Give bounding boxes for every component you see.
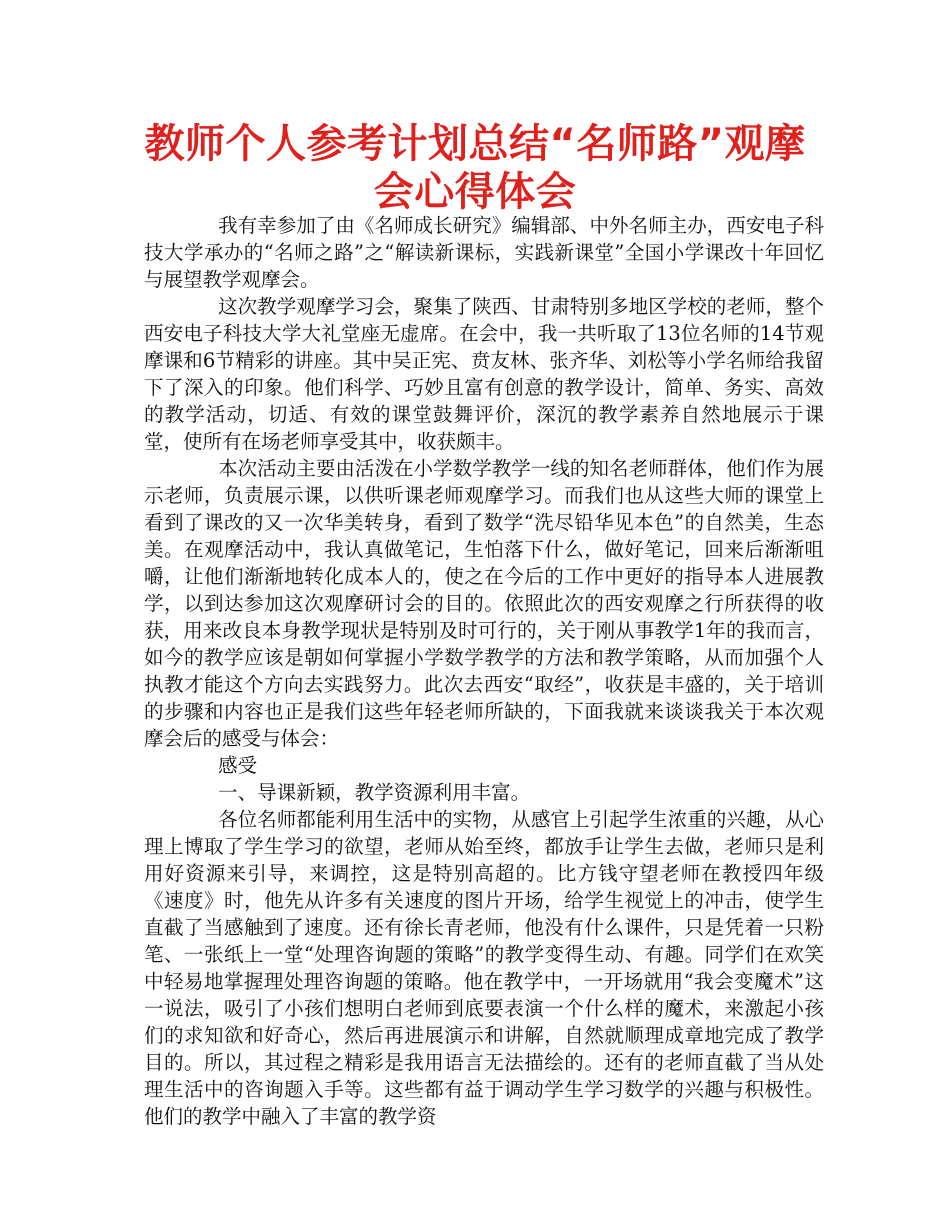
paragraph: 这次教学观摩学习会，聚集了陕西、甘肃特别多地区学校的老师，整个西安电子科技大学大礼堂座无虚席。在会中，我一共听取了13位名师的14节观摩课和6节精彩的讲座。其中吴正宪、贲友林、张齐华、刘松等小学名师给我留下了深入的印象。他们科学、巧妙且富有创意的教学设计，简单、务实、高效的教学活动，切适、有效的课堂鼓舞评价，深沉的教学素养自然地展示于课堂，使所有在场老师享受其中，收获颇丰。 [144,295,824,453]
subsection-heading: 一、导课新颖，教学资源利用丰富。 [218,781,531,804]
section-heading: 感受 [218,754,258,777]
document-title: 教师个人参考计划总结“名师路”观摩会心得体会 [144,121,806,215]
paragraph: 我有幸参加了由《名师成长研究》编辑部、中外名师主办，西安电子科技大学承办的“名师之路”之“解读新课标，实践新课堂”全国小学课改十年回忆与展望教学观摩会。 [144,214,824,291]
paragraph: 各位名师都能利用生活中的实物，从感官上引起学生浓重的兴趣，从心理上博取了学生学习的欲望，老师从始至终，都放手让学生去做，老师只是利用好资源来引导，来调控，这是特别高超的。比方钱守望老师在教授四年级《速度》时，他先从许多有关速度的图片开场，给学生视觉上的冲击，使学生直截了当感触到了速度。还有徐长青老师，他没有什么课件，只是凭着一只粉笔、一张纸上一堂“处理咨询题的策略”的教学变得生动、有趣。同学们在欢笑中轻易地掌握理处理咨询题的策略。他在教学中，一开场就用“我会变魔术”这一说法，吸引了小孩们想明白老师到底要表演一个什么样的魔术，来激起小孩们的求知欲和好奇心，然后再进展演示和讲解，自然就顺理成章地完成了教学目的。所以，其过程之精彩是我用语言无法描绘的。还有的老师直截了当从处理生活中的咨询题入手等。这些都有益于调动学生学习数学的兴趣与积极性。他们的教学中融入了丰富的教学资 [144,808,824,1128]
document-body [144,212,824,1130]
paragraph: 本次活动主要由活泼在小学数学教学一线的知名老师群体，他们作为展示老师，负责展示课，以供听课老师观摩学习。而我们也从这些大师的课堂上看到了课改的又一次华美转身，看到了数学“洗尽铅华见本色”的自然美，生态美。在观摩活动中，我认真做笔记，生怕落下什么，做好笔记，回来后渐渐咀嚼，让他们渐渐地转化成本人的，使之在今后的工作中更好的指导本人进展教学，以到达参加这次观摩研讨会的目的。依照此次的西安观摩之行所获得的收获，用来改良本身教学现状是特别及时可行的，关于刚从事教学1年的我而言，如今的教学应该是朝如何掌握小学数学教学的方法和教学策略，从而加强个人执教才能这个方向去实践努力。此次去西安“取经”，收获是丰盛的，关于培训的步骤和内容也正是我们这些年轻老师所缺的，下面我就来谈谈我关于本次观摩会后的感受与体会： [144,457,824,750]
